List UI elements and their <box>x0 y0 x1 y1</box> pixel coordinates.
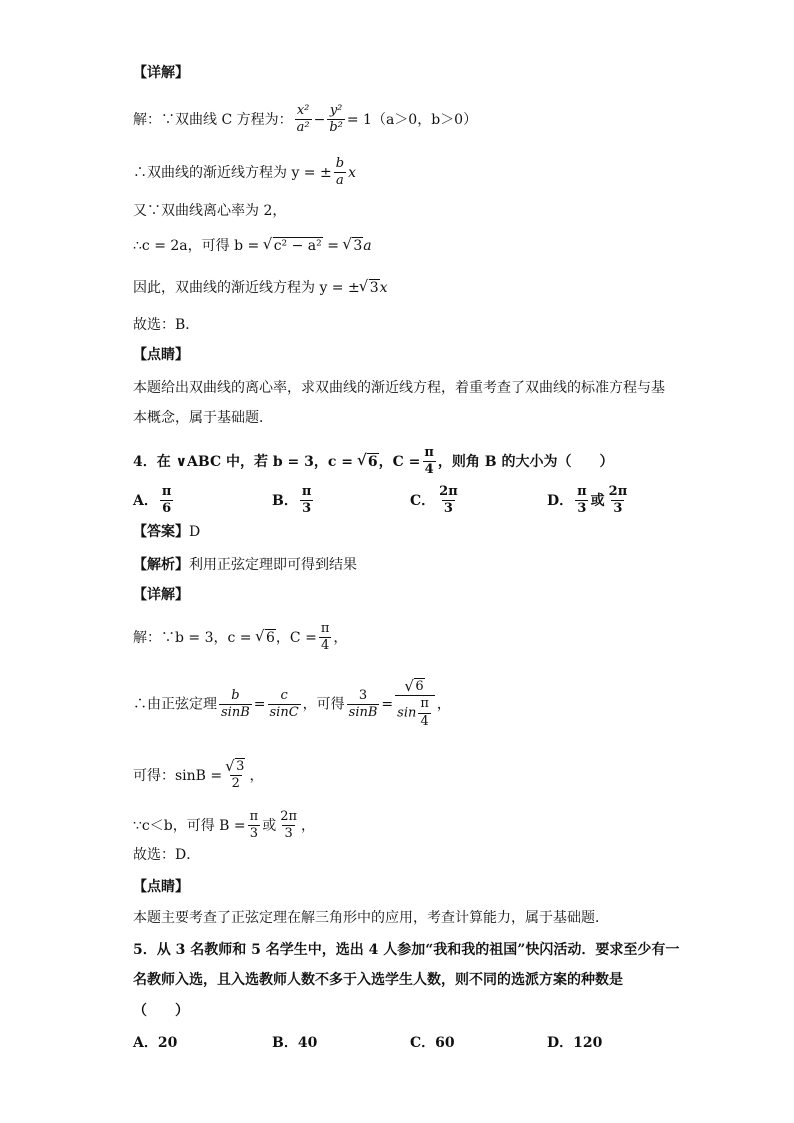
q5-choice-c[interactable]: C．60 <box>410 1035 455 1051</box>
q5-choice-a[interactable]: A．20 <box>133 1035 178 1051</box>
section-heading-detail: 【详解】 <box>133 65 189 81</box>
solution-line-answer: 故选：B． <box>133 317 200 333</box>
q4-choice-a[interactable]: A． $\frac{\pi}{6}$ <box>133 484 172 517</box>
q4-choice-d[interactable]: D． $\frac{\pi}{3}$ 或 $\frac{2\pi}{3}$ <box>547 484 628 517</box>
q4-choice-b[interactable]: B． $\frac{\pi}{3}$ <box>272 484 312 517</box>
q5-choice-b[interactable]: B．40 <box>272 1035 318 1051</box>
solution-line-eccentricity: 又∵双曲线离心率为 2， <box>133 203 287 219</box>
question-5-stem-line-2: 名教师入选，且入选教师人数不多于入选学生人数，则不同的选派方案的种数是 <box>133 972 623 988</box>
q4-answer: 【答案】D <box>133 524 201 540</box>
solution2-line-b-angle: ∵c＜b，可得 B = $\frac{\pi}{3}$ 或 $\frac{2\pi}{3}$ ， <box>133 809 316 842</box>
comment-text-line-2: 本概念，属于基础题． <box>133 410 273 426</box>
solution2-line-sine-law: ∴由正弦定理 $\frac{b}{\sin B}$ = $\frac{c}{\sin C}$ ，可得 $\frac{3}{\sin B}$ = √ 6 sin $\frac{\pi}{4}$ ， <box>133 680 451 729</box>
question-4-stem: 4．在 ∨ABC 中，若 b = 3，c = √ 6，C = $\frac{\pi}{4}$ ，则角 B 的大小为（ ） <box>133 446 613 478</box>
q5-choice-d[interactable]: D．120 <box>547 1035 603 1051</box>
question-5-stem-line-1: 5．从 3 名教师和 5 名学生中，选出 4 人参加“我和我的祖国”快闪活动．要求至少有一 <box>133 942 680 958</box>
q4-analysis: 【解析】利用正弦定理即可得到结果 <box>133 557 357 573</box>
comment2-text: 本题主要考查了正弦定理在解三角形中的应用，考查计算能力，属于基础题． <box>133 910 609 926</box>
solution-line-b-value: ∴c = 2a，可得 b = √ c² − a² = √ 3a <box>133 239 372 253</box>
solution-line-conclusion: 因此，双曲线的渐近线方程为 y = ±√ 3x <box>133 281 388 295</box>
section-heading-detail-2: 【详解】 <box>133 587 189 603</box>
solution-line-equation: 解：∵双曲线 C 方程为： $\frac{\text{x²}}{\text{a²}}$ − $\frac{\text{y²}}{\text{b²}}$ = 1（a＞0，b＞0） <box>133 103 478 136</box>
solution2-line-given: 解：∵b = 3，c = √ 6，C = $\frac{\pi}{4}$ ， <box>133 622 347 654</box>
q4-choice-c[interactable]: C． $\frac{2\pi}{3}$ <box>410 484 458 517</box>
solution2-line-answer: 故选：D． <box>133 847 201 863</box>
section-heading-comment: 【点睛】 <box>133 347 189 363</box>
solution2-line-sinb: 可得：sinB = √ $\frac{3}{2}$ ， <box>133 760 263 792</box>
comment-text-line-1: 本题给出双曲线的离心率，求双曲线的渐近线方程，着重考查了双曲线的标准方程与基 <box>133 380 665 396</box>
solution-line-asymptote: ∴双曲线的渐近线方程为 y = ± $\frac{b}{a}$ x <box>133 156 356 189</box>
question-5-stem-line-3: （ ） <box>133 1003 189 1019</box>
section-heading-comment-2: 【点睛】 <box>133 879 189 895</box>
